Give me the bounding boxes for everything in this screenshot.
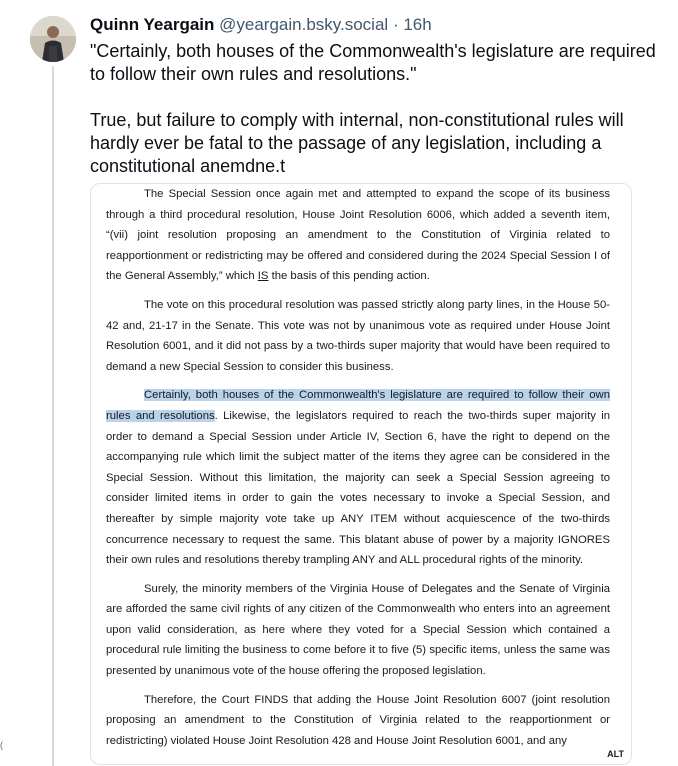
doc-text: The Special Session once again met and attempted to expand the scope of its business through a third procedural resolution, House Joint Resolution 6006, which added a seventh item, “(vii) joint resolution proposing an amendment to the Constitution of Virginia related to reapportionment or redistricting may be offered and considered during the 2024 Special Session I of the General Assembly,” which <box>106 188 610 283</box>
document-paragraph <box>106 184 610 287</box>
document-paragraph <box>106 385 610 570</box>
document-paragraph: Therefore, the Court FINDS that adding the House Joint Resolution 6007 (joint resolution proposing an amendment to the Constitution of Virginia related to the reapportionment or redistricting) violated House Joint Resolution 428 and House Joint Resolution 6001, and any <box>106 693 610 747</box>
doc-text: the basis of this pending action. <box>268 270 430 283</box>
post <box>90 14 670 178</box>
document-image <box>106 184 610 751</box>
post-text <box>90 40 670 178</box>
avatar-image-icon <box>30 16 76 62</box>
post-header <box>90 14 670 36</box>
image-embed[interactable] <box>90 183 632 765</box>
corner-mark: ( <box>0 740 3 750</box>
doc-underlined-text: IS <box>257 270 269 283</box>
author-name[interactable]: Quinn Yeargain <box>90 15 215 34</box>
doc-text: . Likewise, the legislators required to reach the two-thirds super majority in order to demand a Special Session under Article IV, Section 6, have the right to depend on the accompanying rule which limit the subject matter of the items they agree can be considered in the Special Session. Without this limitation, the majority can seek a Special Session agreeing to consider limited items in order to gain the votes necessary to invoke a Special Session, and thereafter by simple majority vote take up ANY ITEM without acquiescence of the two-thirds concurrence necessary to request the same. This blatant abuse of power by a majority IGNORES their own rules and resolutions thereby trampling ANY and ALL procedural rights of the minority. <box>106 409 610 567</box>
avatar[interactable] <box>30 16 76 62</box>
doc-highlighted-text: Certainly, both houses of the Commonwealth's legislature are required to follow their own rules and resolutions <box>106 389 610 422</box>
thread-line <box>52 66 54 766</box>
document-paragraph: Surely, the minority members of the Virginia House of Delegates and the Senate of Virginia are afforded the same civil rights of any citizen of the Commonwealth who enters into an agreement upon valid consideration, as here where they voted for a Special Session which contained a procedural rule limiting the business to come before it to five (5) specific items, unless the same was presented by unanimous vote of the house offering the proposed legislation. <box>106 582 610 678</box>
author-handle[interactable]: @yeargain.bsky.social <box>219 15 389 34</box>
document-paragraph: The vote on this procedural resolution was passed strictly along party lines, in the House 50-42 and, 21-17 in the Senate. This vote was not by unanimous vote as required under House Joint Resolution 6001, and it did not pass by a two-thirds super majority that would have been required to demand a new Special Session to consider this business. <box>106 298 610 373</box>
post-timestamp[interactable]: 16h <box>403 15 432 34</box>
post-text-paragraph: "Certainly, both houses of the Commonwealth's legislature are required to follow their own rules and resolutions." <box>90 41 656 84</box>
post-text-paragraph: True, but failure to comply with internal, non-constitutional rules will hardly ever be fatal to the passage of any legislation, including a constitutional anemdne.t <box>90 110 624 176</box>
header-separator: · <box>392 15 399 34</box>
alt-text-badge[interactable]: ALT <box>604 748 627 760</box>
